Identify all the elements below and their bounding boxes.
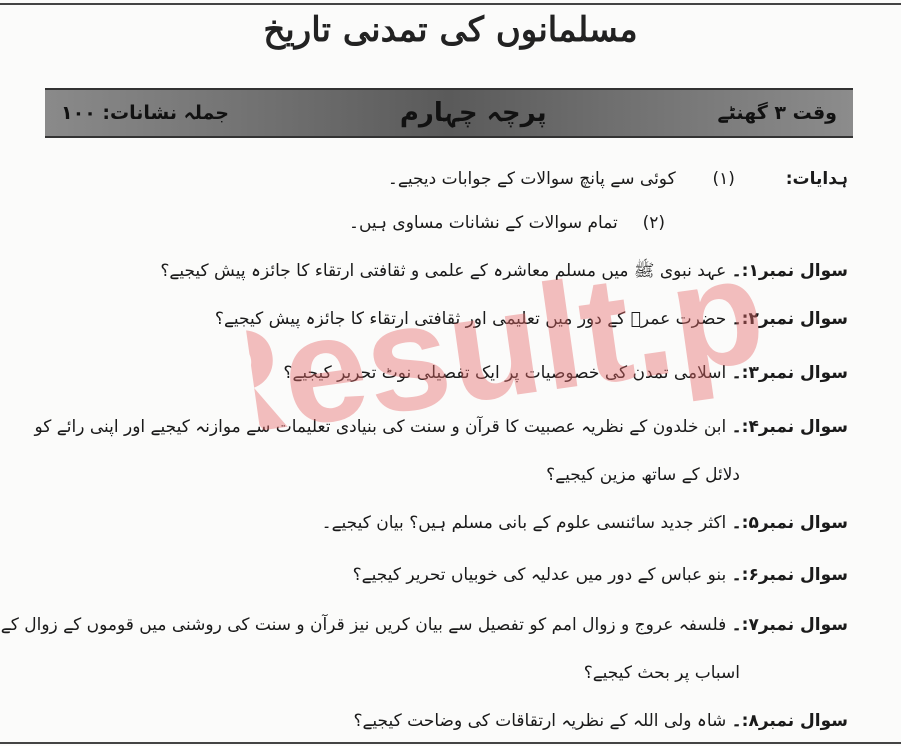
instruction-text: تمام سوالات کے نشانات مساوی ہیں۔ xyxy=(349,213,618,233)
question-5 xyxy=(40,510,848,536)
question-text: بنو عباس کے دور میں عدلیہ کی خوبیاں تحریر کیجیے؟ xyxy=(352,565,727,585)
question-text: عہد نبوی ﷺ میں مسلم معاشرہ کے علمی و ثقافتی ارتقاء کا جائزہ پیش کیجیے؟ xyxy=(160,261,727,281)
paper-number: پرچہ چہارم xyxy=(399,98,547,128)
question-8 xyxy=(40,708,848,734)
total-marks: جملہ نشانات: ۱۰۰ xyxy=(61,102,229,124)
instructions-label: ہدایات: xyxy=(785,169,848,189)
paper-title: مسلمانوں کی تمدنی تاریخ xyxy=(263,10,638,50)
instruction-number: (۱) xyxy=(712,169,735,189)
question-text: فلسفہ عروج و زوال امم کو تفصیل سے بیان کریں نیز قرآن و سنت کی روشنی میں قوموں کے زوال کے xyxy=(0,615,727,635)
question-text: ابن خلدون کے نظریہ عصبیت کا قرآن و سنت کی بنیادی تعلیمات سے موازنہ کیجیے اور اپنی رائے کو xyxy=(34,417,727,437)
watermark-text: Result.pk xyxy=(234,212,786,474)
bottom-rule xyxy=(0,742,901,744)
question-label: سوال نمبر۷:۔ xyxy=(731,615,848,635)
instruction-number: (۲) xyxy=(642,213,665,233)
question-label: سوال نمبر۶:۔ xyxy=(731,565,848,585)
top-rule xyxy=(0,3,901,5)
instruction-text: کوئی سے پانچ سوالات کے جوابات دیجیے۔ xyxy=(387,169,676,189)
question-4-continuation xyxy=(40,462,848,488)
header-bar xyxy=(45,88,853,138)
question-7 xyxy=(0,612,848,638)
question-label: سوال نمبر۴:۔ xyxy=(731,417,848,437)
instruction-row-2 xyxy=(40,210,848,236)
instruction-row-1 xyxy=(40,166,848,192)
question-text: حضرت عمرؓ کے دور میں تعلیمی اور ثقافتی ارتقاء کا جائزہ پیش کیجیے؟ xyxy=(214,309,727,329)
question-2 xyxy=(40,306,848,332)
question-text: اسباب پر بحث کیجیے؟ xyxy=(583,663,740,683)
question-4 xyxy=(34,414,848,440)
time-allowed: وقت ۳ گھنٹے xyxy=(717,102,837,124)
question-text: دلائل کے ساتھ مزین کیجیے؟ xyxy=(546,465,740,485)
question-text: شاہ ولی اللہ کے نظریہ ارتقاقات کی وضاحت کیجیے؟ xyxy=(353,711,727,731)
question-label: سوال نمبر۱:۔ xyxy=(731,261,848,281)
question-3 xyxy=(40,360,848,386)
question-7-continuation xyxy=(40,660,848,686)
question-label: سوال نمبر۸:۔ xyxy=(731,711,848,731)
question-6 xyxy=(40,562,848,588)
question-text: اکثر جدید سائنسی علوم کے بانی مسلم ہیں؟ بیان کیجیے۔ xyxy=(321,513,727,533)
question-1 xyxy=(40,258,848,284)
question-label: سوال نمبر۲:۔ xyxy=(731,309,848,329)
question-label: سوال نمبر۵:۔ xyxy=(731,513,848,533)
question-label: سوال نمبر۳:۔ xyxy=(731,363,848,383)
question-text: اسلامی تمدن کی خصوصیات پر ایک تفصیلی نوٹ تحریر کیجیے؟ xyxy=(283,363,727,383)
